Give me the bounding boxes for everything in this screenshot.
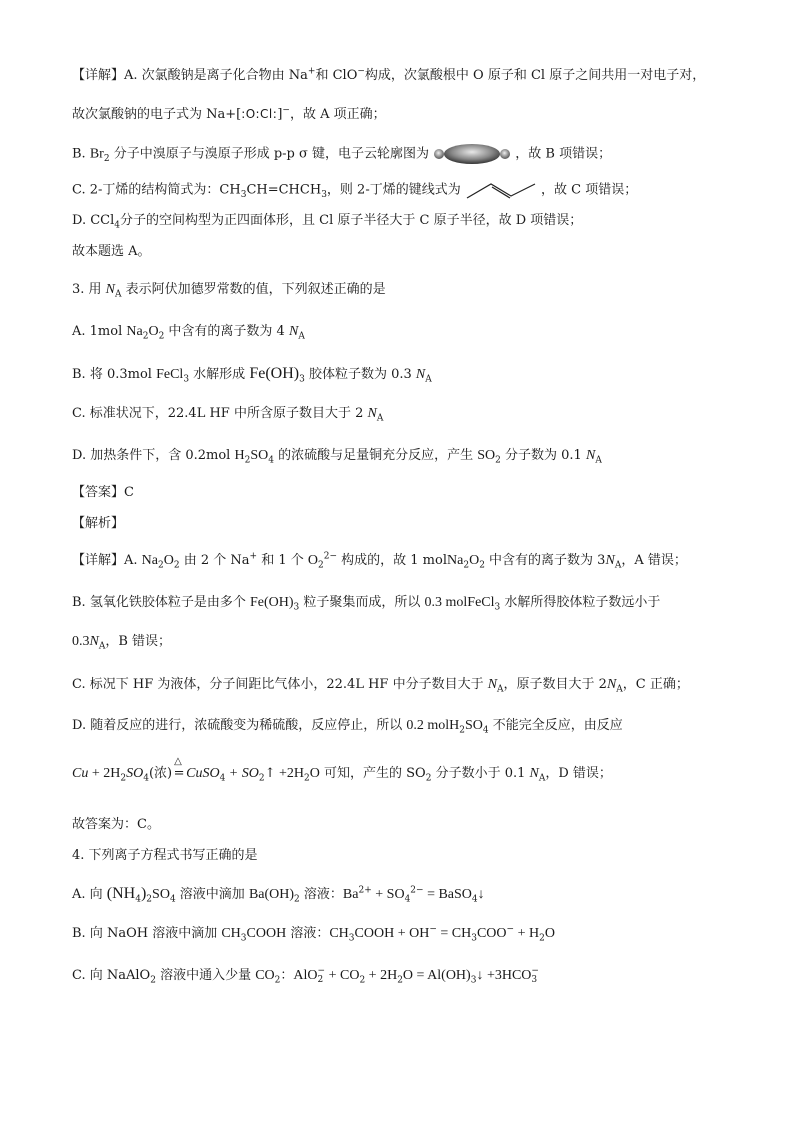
question-4-option-c[interactable]: C. 向 NaAlO$_2$ 溶液中通入少量 $CO_2$：AlO − 2 + $CO_2 + 2H_2O$ = $Al(OH)_3↓ +3HCO$ − 3 bbox=[72, 965, 539, 986]
explanation-a-line1: 【详解】A. 次氯酸钠是离子化合物由 Na+和 ClO−构成，次氯酸根中 O 原子和 Cl 原子之间共用一对电子对， bbox=[72, 66, 706, 83]
heating-condition: △ = bbox=[173, 756, 185, 781]
subsup-stack: − 3 bbox=[531, 965, 539, 985]
skeletal-formula-diagram bbox=[465, 180, 537, 200]
explanation-3-a: 【详解】A. $Na_2O_2$ 由 2 个 Na+ 和 1 个 $O_2^{2-}$ 构成的，故 1 $molNa_2O_2$ 中含有的离子数为 $3N_A$，A 错误； bbox=[72, 551, 687, 571]
lewis-structure: :O:Cl: bbox=[241, 107, 278, 121]
question-3-analysis-label: 【解析】 bbox=[72, 516, 125, 531]
electron-cloud-diagram bbox=[433, 143, 511, 165]
explanation-d: D. CCl$_4$分子的空间构型为正四面体形，且 Cl 原子半径大于 C 原子半径，故 D 项错误； bbox=[72, 213, 583, 231]
explanation-3-d-equation: $Cu + 2H_2SO_4$(浓) △ = CuSO$_4$ + $SO_2↑ +2H_2O$ 可知，产生的 $SO_2$ 分子数小于 0.1 $N_A$，D 错误； bbox=[72, 756, 612, 784]
explanation-c: C. 2-丁烯的结构简式为：$CH_3CH=CHCH_3$，则 2-丁烯的键线式为 ，故 C 项错误； bbox=[72, 180, 734, 201]
conclusion-q3: 故答案为：C。 bbox=[72, 817, 160, 832]
question-3-answer: 【答案】C bbox=[72, 485, 134, 500]
question-4-option-a[interactable]: A. 向 $(NH_4)_2SO_4$ 溶液中滴加 $Ba(OH)_2$ 溶液：$Ba^{2+} + SO_4^{2-}$ = BaSO$_4$↓ bbox=[72, 885, 485, 905]
explanation-b: B. $Br_2$ 分子中溴原子与溴原子形成 p-p σ 键，电子云轮廓图为 ，故 B 项错误； bbox=[72, 143, 734, 165]
conclusion-q2: 故本题选 A。 bbox=[72, 244, 151, 259]
question-3-option-b[interactable]: B. 将 0.3mol FeCl$_3$ 水解形成 $Fe(OH)_3$ 胶体粒子数为 0.3 $N_A$ bbox=[72, 365, 432, 385]
explanation-3-c: C. 标况下 HF 为液体，分子间距比气体小，22.4L HF 中分子数目大于 $N_A$，原子数目大于 $2N_A$，C 正确； bbox=[72, 677, 689, 695]
question-3-option-a[interactable]: A. 1mol $Na_2O_2$ 中含有的离子数为 4 $N_A$ bbox=[72, 324, 305, 342]
question-4-stem: 4. 下列离子方程式书写正确的是 bbox=[72, 848, 258, 863]
explanation-3-d-line1: D. 随着反应的进行，浓硫酸变为稀硫酸，反应停止，所以 0.2 $molH_2SO_4$ 不能完全反应，由反应 bbox=[72, 718, 623, 736]
explanation-3-b-line2: $0.3N_A$，B 错误； bbox=[72, 634, 172, 652]
question-3-option-c[interactable]: C. 标准状况下，22.4L HF 中所含原子数目大于 2 $N_A$ bbox=[72, 406, 384, 424]
question-4-option-b[interactable]: B. 向 NaOH 溶液中滴加 $CH_3COOH$ 溶液：$CH_3COOH + OH^- = CH_3COO^- + H_2O$ bbox=[72, 924, 555, 944]
subsup-stack: − 2 bbox=[317, 965, 326, 985]
explanation-a-line2: 故次氯酸钠的电子式为 Na+[:O:Cl:]−，故 A 项正确； bbox=[72, 105, 386, 122]
explanation-3-b-line1: B. 氢氧化铁胶体粒子是由多个 $Fe(OH)_3$ 粒子聚集而成，所以 0.3 molFeCl$_3$ 水解所得胶体粒子数远小于 bbox=[72, 595, 661, 613]
question-3-option-d[interactable]: D. 加热条件下，含 0.2mol $H_2SO_4$ 的浓硫酸与足量铜充分反应，产生 $SO_2$ 分子数为 0.1 $N_A$ bbox=[72, 448, 602, 466]
question-3-stem: 3. 用 $N_A$ 表示阿伏加德罗常数的值，下列叙述正确的是 bbox=[72, 282, 386, 300]
